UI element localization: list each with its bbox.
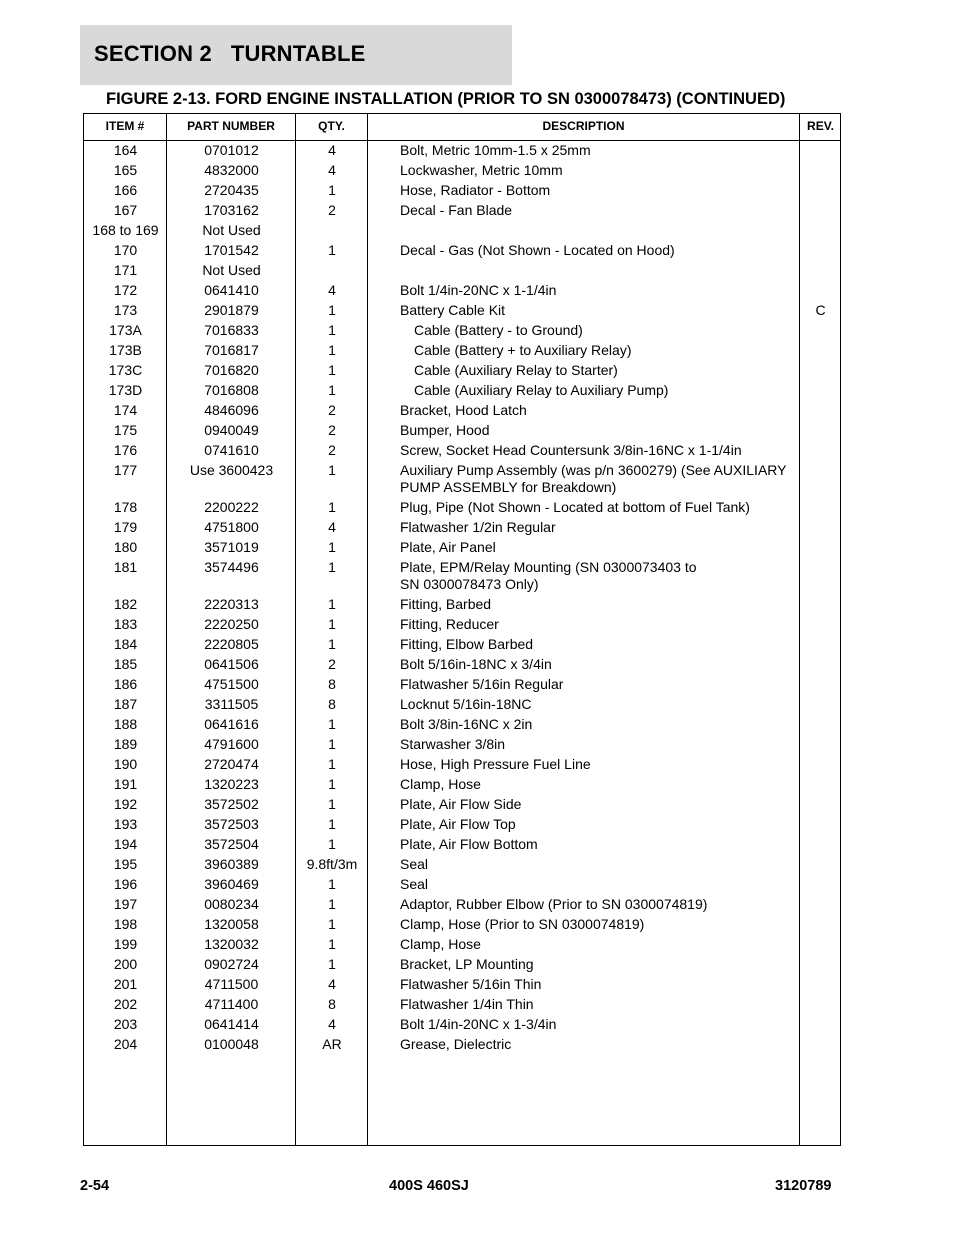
- part-number-cell: 1703162: [204, 202, 259, 218]
- item-number-cell: 195: [113, 856, 138, 872]
- description-cell: Cable (Auxiliary Relay to Starter): [414, 362, 618, 378]
- quantity-cell: 1: [328, 776, 336, 792]
- item-number-cell: 173: [113, 302, 138, 318]
- table-row: [84, 596, 840, 616]
- table-row: [84, 676, 840, 696]
- table-row: [84, 856, 840, 876]
- item-number-cell: 185: [113, 656, 138, 672]
- item-number-cell: 204: [113, 1036, 138, 1052]
- table-row: [84, 539, 840, 559]
- item-number-cell: 189: [113, 736, 138, 752]
- table-row: [84, 696, 840, 716]
- description-cell: Hose, High Pressure Fuel Line: [400, 756, 591, 772]
- table-row: [84, 956, 840, 976]
- item-number-cell: 173B: [109, 342, 142, 358]
- description-cell: Clamp, Hose: [400, 776, 481, 792]
- table-row: [84, 262, 840, 282]
- description-cell: Cable (Battery + to Auxiliary Relay): [414, 342, 632, 358]
- quantity-cell: 1: [328, 342, 336, 358]
- item-number-cell: 173D: [108, 382, 143, 398]
- part-number-cell: 2720474: [204, 756, 259, 772]
- description-cell: Flatwasher 1/2in Regular: [400, 519, 556, 535]
- item-number-cell: 173A: [109, 322, 142, 338]
- description-cell: Seal: [400, 856, 429, 872]
- column-header-part-number: PART NUMBER: [187, 119, 275, 133]
- item-number-cell: 196: [113, 876, 138, 892]
- part-number-cell: 0741610: [204, 442, 259, 458]
- item-number-cell: 181: [113, 559, 138, 575]
- item-number-cell: 180: [113, 539, 138, 555]
- description-cell: Bolt 5/16in-18NC x 3/4in: [400, 656, 552, 672]
- part-number-cell: 0641410: [204, 282, 259, 298]
- part-number-cell: 4832000: [204, 162, 259, 178]
- part-number-cell: 2220250: [204, 616, 259, 632]
- part-number-cell: 0940049: [204, 422, 259, 438]
- part-number-cell: 3960469: [204, 876, 259, 892]
- part-number-cell: 2720435: [204, 182, 259, 198]
- column-header-rev: REV.: [807, 119, 834, 133]
- item-number-cell: 164: [113, 142, 138, 158]
- table-row: [84, 222, 840, 242]
- description-cell: Bolt 3/8in-16NC x 2in: [400, 716, 533, 732]
- table-row: [84, 462, 840, 499]
- part-number-cell: 2901879: [204, 302, 259, 318]
- table-row: [84, 816, 840, 836]
- description-cell: Starwasher 3/8in: [400, 736, 506, 752]
- description-cell: Bumper, Hood: [400, 422, 490, 438]
- document-number: 3120789: [775, 1178, 832, 1194]
- table-row: [84, 162, 840, 182]
- quantity-cell: 1: [328, 616, 336, 632]
- figure-title: FIGURE 2-13. FORD ENGINE INSTALLATION (PRIOR TO SN 0300078473) (CONTINUED): [106, 90, 786, 108]
- quantity-cell: 1: [328, 322, 336, 338]
- quantity-cell: 1: [328, 816, 336, 832]
- description-cell: Seal: [400, 876, 429, 892]
- item-number-cell: 177: [113, 462, 138, 478]
- quantity-cell: 1: [328, 182, 336, 198]
- item-number-cell: 171: [113, 262, 138, 278]
- quantity-cell: 1: [328, 596, 336, 612]
- table-row: [84, 776, 840, 796]
- description-cell: Bolt, Metric 10mm-1.5 x 25mm: [400, 142, 591, 158]
- quantity-cell: 1: [328, 836, 336, 852]
- table-row: [84, 342, 840, 362]
- quantity-cell: 4: [328, 1016, 336, 1032]
- description-cell: Locknut 5/16in-18NC: [400, 696, 532, 712]
- quantity-cell: 1: [328, 716, 336, 732]
- part-number-cell: 3572502: [204, 796, 259, 812]
- part-number-cell: 7016833: [204, 322, 259, 338]
- table-row: [84, 796, 840, 816]
- part-number-cell: 0902724: [204, 956, 259, 972]
- section-title: SECTION 2 TURNTABLE: [94, 41, 366, 66]
- item-number-cell: 165: [113, 162, 138, 178]
- part-number-cell: 0641414: [204, 1016, 259, 1032]
- quantity-cell: 9.8ft/3m: [306, 856, 358, 872]
- part-number-cell: 0641616: [204, 716, 259, 732]
- description-cell: Decal - Gas (Not Shown - Located on Hood): [400, 242, 675, 258]
- column-header-qty: QTY.: [318, 119, 345, 133]
- table-row: [84, 559, 840, 596]
- revision-cell: C: [815, 302, 826, 318]
- quantity-cell: 1: [328, 559, 336, 575]
- item-number-cell: 200: [113, 956, 138, 972]
- item-number-cell: 168 to 169: [92, 222, 159, 238]
- description-cell: Bracket, Hood Latch: [400, 402, 527, 418]
- quantity-cell: 1: [328, 242, 336, 258]
- quantity-cell: 1: [328, 956, 336, 972]
- part-number-cell: 7016820: [204, 362, 259, 378]
- table-row: [84, 402, 840, 422]
- part-number-cell: 3571019: [204, 539, 259, 555]
- quantity-cell: 1: [328, 796, 336, 812]
- part-number-cell: 0080234: [204, 896, 259, 912]
- quantity-cell: 4: [328, 162, 336, 178]
- model-label: 400S 460SJ: [389, 1178, 469, 1194]
- table-row: [84, 636, 840, 656]
- part-number-cell: 4711500: [204, 976, 259, 992]
- column-header-item: ITEM #: [105, 119, 145, 133]
- part-number-cell: 3960389: [204, 856, 259, 872]
- part-number-cell: 2200222: [204, 499, 259, 515]
- part-number-cell: 3574496: [204, 559, 259, 575]
- part-number-cell: 1320058: [204, 916, 259, 932]
- part-number-cell: 7016817: [204, 342, 259, 358]
- column-header-description: DESCRIPTION: [542, 119, 625, 133]
- description-cell: Cable (Auxiliary Relay to Auxiliary Pump): [414, 382, 669, 398]
- quantity-cell: 8: [328, 996, 336, 1012]
- part-number-cell: 3311505: [204, 696, 259, 712]
- description-cell: Clamp, Hose: [400, 936, 481, 952]
- table-row: [84, 382, 840, 402]
- table-row: [84, 916, 840, 936]
- description-cell: Fitting, Barbed: [400, 596, 492, 612]
- part-number-cell: 1320032: [204, 936, 259, 952]
- table-row: [84, 736, 840, 756]
- page-number: 2-54: [80, 1178, 110, 1194]
- description-cell: Bolt 1/4in-20NC x 1-1/4in: [400, 282, 557, 298]
- description-cell: Plate, Air Flow Top: [400, 816, 516, 832]
- item-number-cell: 202: [113, 996, 138, 1012]
- description-cell: Plate, EPM/Relay Mounting (SN 0300073403 to SN 0300078473 Only): [400, 559, 697, 592]
- quantity-cell: 1: [328, 302, 336, 318]
- item-number-cell: 178: [113, 499, 138, 515]
- quantity-cell: 2: [328, 202, 336, 218]
- item-number-cell: 182: [113, 596, 138, 612]
- item-number-cell: 193: [113, 816, 138, 832]
- part-number-cell: 1701542: [204, 242, 259, 258]
- part-number-cell: 2220805: [204, 636, 259, 652]
- item-number-cell: 172: [113, 282, 138, 298]
- description-cell: Flatwasher 5/16in Thin: [400, 976, 542, 992]
- table-row: [84, 976, 840, 996]
- quantity-cell: 2: [328, 442, 336, 458]
- table-row: [84, 616, 840, 636]
- part-number-cell: 4751500: [204, 676, 259, 692]
- quantity-cell: 1: [328, 936, 336, 952]
- part-number-cell: 3572503: [204, 816, 259, 832]
- quantity-cell: 1: [328, 736, 336, 752]
- quantity-cell: 1: [328, 916, 336, 932]
- part-number-cell: 3572504: [204, 836, 259, 852]
- quantity-cell: 2: [328, 422, 336, 438]
- quantity-cell: 8: [328, 676, 336, 692]
- table-row: [84, 282, 840, 302]
- description-cell: Plug, Pipe (Not Shown - Located at bottom of Fuel Tank): [400, 499, 750, 515]
- item-number-cell: 174: [113, 402, 138, 418]
- part-number-cell: Not Used: [202, 222, 261, 238]
- table-row: [84, 182, 840, 202]
- quantity-cell: 4: [328, 976, 336, 992]
- table-row: [84, 1016, 840, 1036]
- quantity-cell: 2: [328, 402, 336, 418]
- part-number-cell: 7016808: [204, 382, 259, 398]
- table-row: [84, 936, 840, 956]
- item-number-cell: 201: [113, 976, 138, 992]
- description-cell: Screw, Socket Head Countersunk 3/8in-16NC x 1-1/4in: [400, 442, 742, 458]
- quantity-cell: 1: [328, 462, 336, 478]
- description-cell: Bolt 1/4in-20NC x 1-3/4in: [400, 1016, 557, 1032]
- part-number-cell: 2220313: [204, 596, 259, 612]
- item-number-cell: 194: [113, 836, 138, 852]
- description-cell: Lockwasher, Metric 10mm: [400, 162, 563, 178]
- description-cell: Decal - Fan Blade: [400, 202, 513, 218]
- table-row: [84, 422, 840, 442]
- item-number-cell: 170: [113, 242, 138, 258]
- item-number-cell: 190: [113, 756, 138, 772]
- part-number-cell: 0641506: [204, 656, 259, 672]
- table-row: [84, 322, 840, 342]
- table-row: [84, 896, 840, 916]
- item-number-cell: 199: [113, 936, 138, 952]
- item-number-cell: 191: [113, 776, 138, 792]
- quantity-cell: 4: [328, 519, 336, 535]
- description-cell: Grease, Dielectric: [400, 1036, 512, 1052]
- quantity-cell: 1: [328, 636, 336, 652]
- table-row: [84, 519, 840, 539]
- quantity-cell: 4: [328, 282, 336, 298]
- table-row: [84, 716, 840, 736]
- part-number-cell: Use 3600423: [189, 462, 274, 478]
- item-number-cell: 166: [113, 182, 138, 198]
- quantity-cell: 1: [328, 499, 336, 515]
- description-cell: Plate, Air Panel: [400, 539, 496, 555]
- table-row: [84, 202, 840, 222]
- item-number-cell: 184: [113, 636, 138, 652]
- item-number-cell: 167: [113, 202, 138, 218]
- quantity-cell: 8: [328, 696, 336, 712]
- table-body: [84, 142, 840, 1056]
- item-number-cell: 186: [113, 676, 138, 692]
- table-row: [84, 302, 840, 322]
- description-cell: Bracket, LP Mounting: [400, 956, 534, 972]
- quantity-cell: 2: [328, 656, 336, 672]
- description-cell: Battery Cable Kit: [400, 302, 506, 318]
- section-header: [80, 25, 512, 85]
- table-row: [84, 656, 840, 676]
- item-number-cell: 176: [113, 442, 138, 458]
- item-number-cell: 173C: [108, 362, 143, 378]
- part-number-cell: 0100048: [204, 1036, 259, 1052]
- quantity-cell: 1: [328, 876, 336, 892]
- quantity-cell: 1: [328, 756, 336, 772]
- item-number-cell: 188: [113, 716, 138, 732]
- description-cell: Flatwasher 5/16in Regular: [400, 676, 564, 692]
- table-row: [84, 442, 840, 462]
- table-row: [84, 142, 840, 162]
- quantity-cell: 1: [328, 382, 336, 398]
- table-row: [84, 996, 840, 1016]
- description-cell: Clamp, Hose (Prior to SN 0300074819): [400, 916, 645, 932]
- table-row: [84, 756, 840, 776]
- description-cell: Fitting, Reducer: [400, 616, 499, 632]
- table-row: [84, 362, 840, 382]
- description-cell: Flatwasher 1/4in Thin: [400, 996, 534, 1012]
- item-number-cell: 183: [113, 616, 138, 632]
- description-cell: Fitting, Elbow Barbed: [400, 636, 534, 652]
- parts-table: [83, 113, 841, 1146]
- table-row: [84, 876, 840, 896]
- description-cell: Plate, Air Flow Bottom: [400, 836, 538, 852]
- part-number-cell: 1320223: [204, 776, 259, 792]
- table-row: [84, 836, 840, 856]
- item-number-cell: 187: [113, 696, 138, 712]
- description-cell: Hose, Radiator - Bottom: [400, 182, 551, 198]
- part-number-cell: 4751800: [204, 519, 259, 535]
- item-number-cell: 198: [113, 916, 138, 932]
- part-number-cell: 4791600: [204, 736, 259, 752]
- item-number-cell: 203: [113, 1016, 138, 1032]
- quantity-cell: AR: [322, 1036, 342, 1052]
- description-cell: Plate, Air Flow Side: [400, 796, 522, 812]
- quantity-cell: 1: [328, 896, 336, 912]
- part-number-cell: Not Used: [202, 262, 261, 278]
- part-number-cell: 0701012: [204, 142, 259, 158]
- description-cell: Cable (Battery - to Ground): [414, 322, 583, 338]
- description-cell: Adaptor, Rubber Elbow (Prior to SN 0300074819): [400, 896, 708, 912]
- item-number-cell: 179: [113, 519, 138, 535]
- part-number-cell: 4711400: [204, 996, 259, 1012]
- part-number-cell: 4846096: [204, 402, 259, 418]
- item-number-cell: 175: [113, 422, 138, 438]
- quantity-cell: 4: [328, 142, 336, 158]
- table-header: [84, 114, 840, 141]
- table-row: [84, 499, 840, 519]
- item-number-cell: 197: [113, 896, 138, 912]
- quantity-cell: 1: [328, 362, 336, 378]
- quantity-cell: 1: [328, 539, 336, 555]
- description-cell: Auxiliary Pump Assembly (was p/n 3600279) (See AUXILIARY PUMP ASSEMBLY for Breakdown): [400, 462, 787, 495]
- item-number-cell: 192: [113, 796, 138, 812]
- table-row: [84, 1036, 840, 1056]
- table-row: [84, 242, 840, 262]
